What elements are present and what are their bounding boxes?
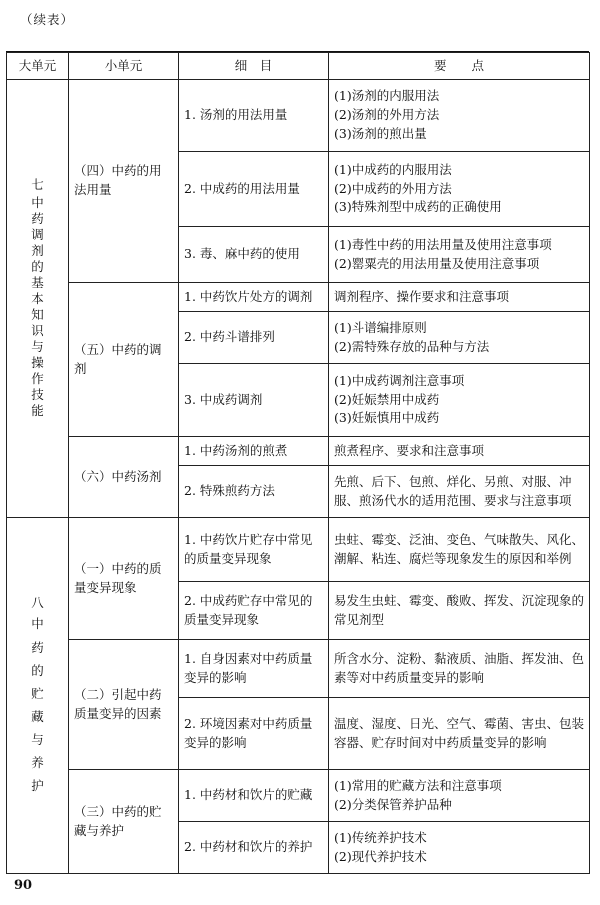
major-unit-number: 八: [31, 594, 44, 610]
points-cell: 所含水分、淀粉、黏液质、油脂、挥发油、色素等对中药质量变异的影响: [329, 640, 590, 698]
points-cell: [329, 152, 590, 227]
detail-cell: 1. 汤剂的用法用量: [179, 80, 329, 152]
major-unit-cell: [7, 518, 69, 874]
minor-unit-cell: （三）中药的贮藏与养护: [69, 770, 179, 874]
point-line: (2)现代养护技术: [334, 848, 427, 864]
minor-unit-cell: （六）中药汤剂: [69, 437, 179, 518]
major-unit-cell: [7, 80, 69, 518]
detail-cell: 1. 自身因素对中药质量变异的影响: [179, 640, 329, 698]
page-number: 90: [14, 878, 33, 893]
detail-cell: 3. 中成药调剂: [179, 364, 329, 437]
point-line: 调剂程序、操作要求和注意事项: [334, 288, 510, 304]
detail-cell: 1. 中药汤剂的煎煮: [179, 437, 329, 466]
point-line: 煎煮程序、要求和注意事项: [334, 442, 485, 458]
points-cell: 易发生虫蛀、霉变、酸败、挥发、沉淀现象的常见剂型: [329, 582, 590, 640]
major-unit-number: 七: [31, 177, 44, 193]
points-cell: [329, 822, 590, 874]
detail-cell: 2. 中成药的用法用量: [179, 152, 329, 227]
header-row: [7, 53, 590, 80]
point-line: (2)汤剂的外用方法: [334, 107, 440, 123]
point-line: (2)中成药的外用方法: [334, 180, 452, 196]
point-line: (2)需特殊存放的品种与方法: [334, 338, 490, 354]
point-line: (2)妊娠禁用中成药: [334, 391, 440, 407]
point-line: (2)罂粟壳的用法用量及使用注意事项: [334, 255, 540, 271]
detail-cell: 2. 中药斗谱排列: [179, 312, 329, 364]
points-cell: [329, 227, 590, 283]
detail-cell: 2. 特殊煎药方法: [179, 466, 329, 518]
syllabus-table: [6, 52, 590, 874]
point-line: (1)传统养护技术: [334, 829, 427, 845]
points-cell: [329, 364, 590, 437]
header-minor-unit: 小单元: [69, 53, 179, 80]
point-line: (1)中成药的内服用法: [334, 161, 452, 177]
minor-unit-cell: （四）中药的用法用量: [69, 80, 179, 283]
point-line: (3)特殊剂型中成药的正确使用: [334, 199, 502, 215]
points-cell: [329, 770, 590, 822]
detail-cell: 2. 中药材和饮片的养护: [179, 822, 329, 874]
table-row: [7, 283, 590, 312]
major-unit-title: 中药的贮藏与养护: [31, 616, 44, 794]
points-cell: 虫蛀、霉变、泛油、变色、气味散失、风化、潮解、粘连、腐烂等现象发生的原因和举例: [329, 518, 590, 582]
point-line: (1)毒性中药的用法用量及使用注意事项: [334, 236, 552, 252]
header-key-points: 要 点: [329, 53, 590, 80]
minor-unit-cell: （一）中药的质量变异现象: [69, 518, 179, 640]
point-line: (1)汤剂的内服用法: [334, 88, 440, 104]
detail-cell: 1. 中药饮片贮存中常见的质量变异现象: [179, 518, 329, 582]
points-cell: [329, 80, 590, 152]
minor-unit-cell: （二）引起中药质量变异的因素: [69, 640, 179, 770]
points-cell: 温度、湿度、日光、空气、霉菌、害虫、包装容器、贮存时间对中药质量变异的影响: [329, 698, 590, 770]
detail-cell: 3. 毒、麻中药的使用: [179, 227, 329, 283]
point-line: (1)中成药调剂注意事项: [334, 372, 465, 388]
table-row: [7, 437, 590, 466]
minor-unit-cell: （五）中药的调剂: [69, 283, 179, 437]
continued-label: （续表）: [20, 12, 75, 27]
points-cell: [329, 437, 590, 466]
table-row: [7, 518, 590, 582]
table-row: [7, 80, 590, 152]
point-line: (1)常用的贮藏方法和注意事项: [334, 777, 502, 793]
detail-cell: 1. 中药材和饮片的贮藏: [179, 770, 329, 822]
points-cell: [329, 283, 590, 312]
point-line: (3)汤剂的煎出量: [334, 125, 427, 141]
point-line: (1)斗谱编排原则: [334, 319, 427, 335]
header-major-unit: 大单元: [7, 53, 69, 80]
table-row: [7, 640, 590, 698]
point-line: (2)分类保管养护品种: [334, 796, 452, 812]
point-line: (3)妊娠慎用中成药: [334, 410, 440, 426]
header-detail: 细 目: [179, 53, 329, 80]
points-cell: [329, 312, 590, 364]
detail-cell: 2. 中成药贮存中常见的质量变异现象: [179, 582, 329, 640]
points-cell: 先煎、后下、包煎、烊化、另煎、对服、冲服、煎汤代水的适用范围、要求与注意事项: [329, 466, 590, 518]
detail-cell: 1. 中药饮片处方的调剂: [179, 283, 329, 312]
detail-cell: 2. 环境因素对中药质量变异的影响: [179, 698, 329, 770]
major-unit-title: 中药调剂的基本知识与操作技能: [31, 195, 44, 418]
table-row: [7, 770, 590, 822]
